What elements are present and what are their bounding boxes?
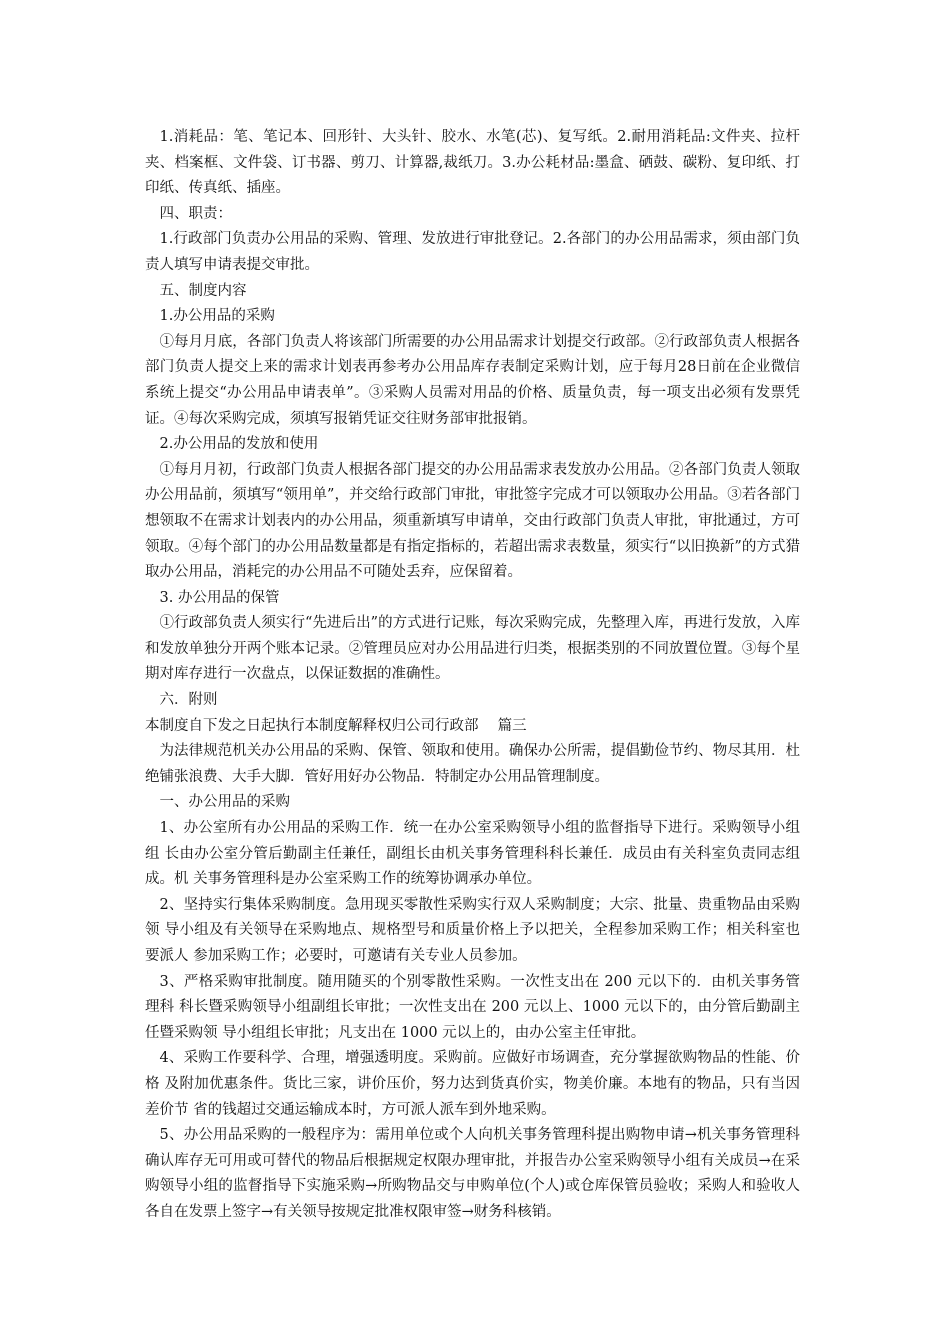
paragraph: 4、采购工作要科学、合理，增强透明度。采购前。应做好市场调查，充分掌握欲购物品的性能、价格 及附加优惠条件。货比三家，讲价压价，努力达到货真价实，物美价廉。本地有的物品，只有当因差价节 省的钱超过交通运输成本时，方可派人派车到外地采购。	[145, 1050, 800, 1118]
paragraph: 1.行政部门负责办公用品的采购、管理、发放进行审批登记。2.各部门的办公用品需求，须由部门负责人填写申请表提交审批。	[145, 231, 800, 273]
paragraph: 1.消耗品：笔、笔记本、回形针、大头针、胶水、水笔(芯)、复写纸。2.耐用消耗品:文件夹、拉杆夹、档案框、文件袋、订书器、剪刀、计算器,裁纸刀。3.办公耗材品:墨盒、硒鼓、碳粉、复印纸、打印纸、传真纸、插座。	[145, 129, 800, 197]
paragraph: ①每月月初，行政部门负责人根据各部门提交的办公用品需求表发放办公用品。②各部门负责人领取办公用品前，须填写“领用单”，并交给行政部门审批，审批签字完成才可以领取办公用品。③若各部门想领取不在需求计划表内的办公用品，须重新填写申请单，交由行政部门负责人审批，审批通过，方可领取。④每个部门的办公用品数量都是有指定指标的，若超出需求表数量，须实行“以旧换新”的方式猎取办公用品，消耗完的办公用品不可随处丢弃，应保留着。	[145, 461, 800, 581]
paragraph: 本制度自下发之日起执行本制度解释权归公司行政部 篇三	[145, 717, 527, 734]
paragraph: 2、坚持实行集体采购制度。急用现买零散性采购实行双人采购制度；大宗、批量、贵重物品由采购领 导小组及有关领导在采购地点、规格型号和质量价格上予以把关，全程参加采购工作；相关科室也要派人 参加采购工作；必要时，可邀请有关专业人员参加。	[145, 896, 800, 964]
paragraph: 3. 办公用品的保管	[159, 589, 280, 606]
document-body	[145, 125, 800, 1226]
paragraph: 五、制度内容	[159, 282, 247, 299]
paragraph: ①每月月底，各部门负责人将该部门所需要的办公用品需求计划提交行政部。②行政部负责人根据各部门负责人提交上来的需求计划表再参考办公用品库存表制定采购计划，应于每月28日前在企业微信系统上提交“办公用品申请表单”。③采购人员需对用品的价格、质量负责，每一项支出必须有发票凭证。④每次采购完成，须填写报销凭证交往财务部审批报销。	[145, 333, 800, 427]
paragraph: 六．附则	[159, 692, 218, 709]
paragraph: ①行政部负责人须实行“先进后出”的方式进行记账，每次采购完成，先整理入库，再进行发放，入库和发放单独分开两个账本记录。②管理员应对办公用品进行归类，根据类别的不同放置位置。③每个星期对库存进行一次盘点，以保证数据的准确性。	[145, 615, 800, 683]
paragraph: 四、职责：	[159, 205, 232, 222]
paragraph: 为法律规范机关办公用品的采购、保管、领取和使用。确保办公所需，提倡勤俭节约、物尽其用．杜绝铺张浪费、大手大脚．管好用好办公物品．特制定办公用品管理制度。	[145, 743, 800, 785]
paragraph: 5、办公用品采购的一般程序为：需用单位或个人向机关事务管理科提出购物申请→机关事务管理科确认库存无可用或可替代的物品后根据规定权限办理审批，并报告办公室采购领导小组有关成员→在采购领导小组的监督指导下实施采购→所购物品交与申购单位(个人)或仓库保管员验收；采购人和验收人各自在发票上签字→有关领导按规定批准权限审签→财务科核销。	[145, 1127, 800, 1220]
paragraph: 1、办公室所有办公用品的采购工作．统一在办公室采购领导小组的监督指导下进行。采购领导小组组 长由办公室分管后勤副主任兼任，副组长由机关事务管理科科长兼任．成员由有关科室负责同志组成。机 关事务管理科是办公室采购工作的统筹协调承办单位。	[145, 820, 800, 888]
paragraph: 3、严格采购审批制度。随用随买的个别零散性采购。一次性支出在 200 元以下的．由机关事务管理科 科长暨采购领导小组副组长审批；一次性支出在 200 元以上、1000 元以下的，由分管后勤副主任暨采购领 导小组组长审批；凡支出在 1000 元以上的，由办公室主任审批。	[145, 973, 800, 1041]
paragraph: 1.办公用品的采购	[159, 308, 275, 325]
paragraph: 2.办公用品的发放和使用	[159, 436, 319, 453]
paragraph: 一、办公用品的采购	[159, 794, 290, 811]
